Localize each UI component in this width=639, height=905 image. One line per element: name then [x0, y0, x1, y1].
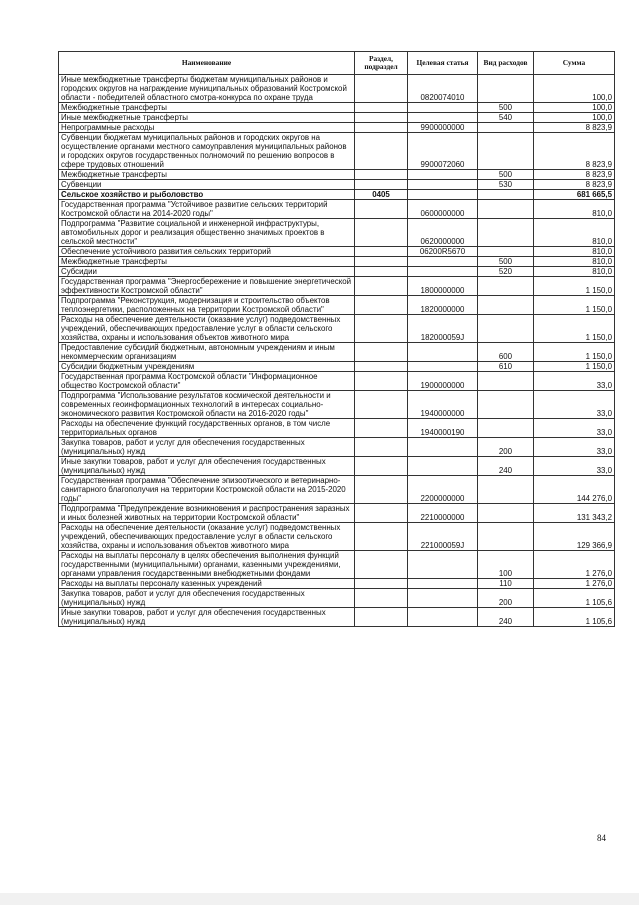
- cell-type: [478, 200, 534, 219]
- cell-code: 0820074010: [408, 75, 478, 103]
- table-row: [59, 296, 615, 315]
- cell-section: [355, 267, 408, 277]
- table-row: [59, 103, 615, 113]
- cell-type: [478, 75, 534, 103]
- table-row: [59, 362, 615, 372]
- cell-code: 1900000000: [408, 372, 478, 391]
- cell-name: Межбюджетные трансферты: [59, 257, 355, 267]
- cell-section: [355, 504, 408, 523]
- cell-type: 540: [478, 113, 534, 123]
- cell-name: Субвенции: [59, 180, 355, 190]
- cell-section: [355, 343, 408, 362]
- cell-name: Непрограммные расходы: [59, 123, 355, 133]
- cell-name: Расходы на выплаты персоналу в целях обеспечения выполнения функций государственными (муниципальными) органами, казенными учреждениями, органами управления государственными внебюджетными фондами: [59, 551, 355, 579]
- header-section: Раздел, подраздел: [355, 52, 408, 75]
- cell-type: [478, 372, 534, 391]
- cell-name: Подпрограмма "Развитие социальной и инженерной инфраструктуры, автомобильных дорог и реализация общественно значимых проектов в сельской местности": [59, 219, 355, 247]
- table-row: [59, 200, 615, 219]
- cell-type: 530: [478, 180, 534, 190]
- cell-name: Субвенции бюджетам муниципальных районов и городских округов на осуществление органами местного самоуправления муниципальных районов и городских округов государственных полномочий по решению вопросов в сфере трудовых отношений: [59, 133, 355, 170]
- cell-type: [478, 123, 534, 133]
- cell-name: Обеспечение устойчивого развития сельских территорий: [59, 247, 355, 257]
- cell-section: [355, 362, 408, 372]
- cell-section: [355, 103, 408, 113]
- table-row: [59, 75, 615, 103]
- table-body: [59, 75, 615, 627]
- cell-type: [478, 247, 534, 257]
- cell-name: Подпрограмма "Реконструкция, модернизация и строительство объектов теплоэнергетики, расположенных на территории Костромской области": [59, 296, 355, 315]
- cell-type: 500: [478, 257, 534, 267]
- cell-name: Предоставление субсидий бюджетным, автономным учреждениям и иным некоммерческим организациям: [59, 343, 355, 362]
- cell-type: 520: [478, 267, 534, 277]
- cell-section: [355, 419, 408, 438]
- cell-amount: 144 276,0: [534, 476, 615, 504]
- cell-code: [408, 257, 478, 267]
- cell-section: [355, 457, 408, 476]
- cell-amount: 1 105,6: [534, 608, 615, 627]
- cell-amount: 8 823,9: [534, 123, 615, 133]
- cell-amount: 1 150,0: [534, 277, 615, 296]
- cell-section: [355, 372, 408, 391]
- cell-type: 200: [478, 438, 534, 457]
- page-number: 84: [597, 833, 606, 843]
- cell-name: Расходы на обеспечение деятельности (оказание услуг) подведомственных учреждений, обеспечивающих предоставление услуг в области сельского хозяйства, охраны и использования объектов животного мира: [59, 315, 355, 343]
- budget-table: [58, 51, 615, 627]
- cell-section: [355, 75, 408, 103]
- table-header-row: [59, 52, 615, 75]
- cell-section: [355, 257, 408, 267]
- cell-amount: 33,0: [534, 372, 615, 391]
- cell-code: 1940000190: [408, 419, 478, 438]
- table-row: [59, 523, 615, 551]
- cell-section: [355, 579, 408, 589]
- cell-section: [355, 200, 408, 219]
- cell-section: [355, 391, 408, 419]
- cell-name: Субсидии бюджетным учреждениям: [59, 362, 355, 372]
- cell-section: [355, 133, 408, 170]
- cell-name: Расходы на обеспечение деятельности (оказание услуг) подведомственных учреждений, обеспечивающих предоставление услуг в области сельского хозяйства, охраны и использования объектов животного мира: [59, 523, 355, 551]
- table-row: [59, 123, 615, 133]
- cell-type: [478, 277, 534, 296]
- cell-type: 240: [478, 608, 534, 627]
- cell-code: 0620000000: [408, 219, 478, 247]
- cell-section: [355, 180, 408, 190]
- table-row: [59, 391, 615, 419]
- table-row: [59, 133, 615, 170]
- cell-section: [355, 123, 408, 133]
- table-row: [59, 476, 615, 504]
- cell-type: [478, 391, 534, 419]
- cell-type: 500: [478, 170, 534, 180]
- cell-section: [355, 608, 408, 627]
- cell-type: [478, 219, 534, 247]
- cell-name: Подпрограмма "Предупреждение возникновения и распространения заразных и иных болезней животных на территории Костромской области": [59, 504, 355, 523]
- cell-name: Расходы на обеспечение функций государственных органов, в том числе территориальных органов: [59, 419, 355, 438]
- cell-section: [355, 438, 408, 457]
- cell-name: Иные межбюджетные трансферты бюджетам муниципальных районов и городских округов на награждение муниципальных образований Костромской области - победителей областного смотра-конкурса по охране труда: [59, 75, 355, 103]
- cell-amount: 100,0: [534, 113, 615, 123]
- header-type: Вид расходов: [478, 52, 534, 75]
- cell-amount: 1 276,0: [534, 551, 615, 579]
- cell-name: Сельское хозяйство и рыболовство: [59, 190, 355, 200]
- cell-name: Государственная программа Костромской области "Информационное общество Костромской области": [59, 372, 355, 391]
- cell-amount: 129 366,9: [534, 523, 615, 551]
- cell-code: [408, 113, 478, 123]
- cell-name: Государственная программа "Энергосбережение и повышение энергетической эффективности Костромской области": [59, 277, 355, 296]
- cell-type: [478, 504, 534, 523]
- cell-amount: 33,0: [534, 419, 615, 438]
- cell-amount: 8 823,9: [534, 170, 615, 180]
- cell-type: [478, 476, 534, 504]
- cell-code: [408, 362, 478, 372]
- cell-section: [355, 277, 408, 296]
- cell-name: Расходы на выплаты персоналу казенных учреждений: [59, 579, 355, 589]
- cell-code: 1820000000: [408, 296, 478, 315]
- cell-section: [355, 523, 408, 551]
- cell-section: [355, 589, 408, 608]
- header-amount: Сумма: [534, 52, 615, 75]
- table-row: [59, 190, 615, 200]
- cell-type: 110: [478, 579, 534, 589]
- cell-code: [408, 170, 478, 180]
- cell-section: [355, 113, 408, 123]
- cell-amount: 810,0: [534, 219, 615, 247]
- cell-amount: 100,0: [534, 75, 615, 103]
- cell-type: 500: [478, 103, 534, 113]
- cell-code: 06200R5670: [408, 247, 478, 257]
- cell-type: [478, 296, 534, 315]
- cell-code: [408, 438, 478, 457]
- table-row: [59, 267, 615, 277]
- table-row: [59, 419, 615, 438]
- cell-code: [408, 457, 478, 476]
- table-row: [59, 315, 615, 343]
- cell-name: Подпрограмма "Использование результатов космической деятельности и современных геоинформационных технологий в интересах социально-экономического развития Костромской области на 2016-2020 годы": [59, 391, 355, 419]
- table-row: [59, 579, 615, 589]
- cell-type: [478, 523, 534, 551]
- cell-amount: 810,0: [534, 267, 615, 277]
- cell-name: Государственная программа "Обеспечение эпизоотического и ветеринарно-санитарного благополучия на территории Костромской области на 2015-2020 годы": [59, 476, 355, 504]
- table-row: [59, 277, 615, 296]
- cell-amount: 100,0: [534, 103, 615, 113]
- cell-section: 0405: [355, 190, 408, 200]
- cell-type: 100: [478, 551, 534, 579]
- cell-amount: 1 150,0: [534, 315, 615, 343]
- cell-amount: 810,0: [534, 200, 615, 219]
- table-row: [59, 504, 615, 523]
- table-row: [59, 180, 615, 190]
- table-row: [59, 247, 615, 257]
- cell-section: [355, 296, 408, 315]
- cell-amount: 8 823,9: [534, 133, 615, 170]
- table-row: [59, 257, 615, 267]
- cell-name: Иные межбюджетные трансферты: [59, 113, 355, 123]
- table-row: [59, 457, 615, 476]
- cell-type: [478, 419, 534, 438]
- table-row: [59, 170, 615, 180]
- table-row: [59, 551, 615, 579]
- table-row: [59, 219, 615, 247]
- cell-amount: 1 150,0: [534, 362, 615, 372]
- header-name: Наименование: [59, 52, 355, 75]
- cell-type: 240: [478, 457, 534, 476]
- table-row: [59, 438, 615, 457]
- cell-code: 182000059J: [408, 315, 478, 343]
- cell-type: [478, 133, 534, 170]
- cell-code: [408, 180, 478, 190]
- table-row: [59, 372, 615, 391]
- cell-section: [355, 170, 408, 180]
- cell-type: 200: [478, 589, 534, 608]
- cell-code: [408, 608, 478, 627]
- cell-amount: 33,0: [534, 438, 615, 457]
- cell-amount: 131 343,2: [534, 504, 615, 523]
- cell-code: [408, 579, 478, 589]
- cell-code: [408, 267, 478, 277]
- cell-amount: 810,0: [534, 247, 615, 257]
- cell-type: 600: [478, 343, 534, 362]
- cell-code: 221000059J: [408, 523, 478, 551]
- table-row: [59, 608, 615, 627]
- cell-amount: 1 105,6: [534, 589, 615, 608]
- cell-name: Государственная программа "Устойчивое развитие сельских территорий Костромской области на 2014-2020 годы": [59, 200, 355, 219]
- cell-name: Иные закупки товаров, работ и услуг для обеспечения государственных (муниципальных) нужд: [59, 608, 355, 627]
- cell-name: Межбюджетные трансферты: [59, 103, 355, 113]
- table-row: [59, 113, 615, 123]
- cell-type: [478, 190, 534, 200]
- cell-section: [355, 315, 408, 343]
- cell-code: [408, 343, 478, 362]
- cell-code: [408, 589, 478, 608]
- cell-name: Межбюджетные трансферты: [59, 170, 355, 180]
- cell-code: 1800000000: [408, 277, 478, 296]
- cell-name: Закупка товаров, работ и услуг для обеспечения государственных (муниципальных) нужд: [59, 438, 355, 457]
- cell-code: 2200000000: [408, 476, 478, 504]
- cell-type: 610: [478, 362, 534, 372]
- cell-type: [478, 315, 534, 343]
- cell-section: [355, 219, 408, 247]
- cell-section: [355, 551, 408, 579]
- cell-amount: 33,0: [534, 391, 615, 419]
- cell-code: [408, 551, 478, 579]
- cell-amount: 810,0: [534, 257, 615, 267]
- header-code: Целевая статья: [408, 52, 478, 75]
- cell-code: 9900072060: [408, 133, 478, 170]
- cell-name: Субсидии: [59, 267, 355, 277]
- cell-amount: 8 823,9: [534, 180, 615, 190]
- cell-name: Иные закупки товаров, работ и услуг для обеспечения государственных (муниципальных) нужд: [59, 457, 355, 476]
- cell-code: 0600000000: [408, 200, 478, 219]
- cell-amount: 1 276,0: [534, 579, 615, 589]
- table-row: [59, 343, 615, 362]
- cell-amount: 33,0: [534, 457, 615, 476]
- cell-code: 1940000000: [408, 391, 478, 419]
- cell-code: 9900000000: [408, 123, 478, 133]
- cell-amount: 681 665,5: [534, 190, 615, 200]
- table-row: [59, 589, 615, 608]
- cell-section: [355, 247, 408, 257]
- cell-section: [355, 476, 408, 504]
- cell-code: [408, 190, 478, 200]
- cell-amount: 1 150,0: [534, 343, 615, 362]
- cell-code: [408, 103, 478, 113]
- cell-code: 2210000000: [408, 504, 478, 523]
- cell-name: Закупка товаров, работ и услуг для обеспечения государственных (муниципальных) нужд: [59, 589, 355, 608]
- scan-bottom-edge: [0, 893, 639, 905]
- cell-amount: 1 150,0: [534, 296, 615, 315]
